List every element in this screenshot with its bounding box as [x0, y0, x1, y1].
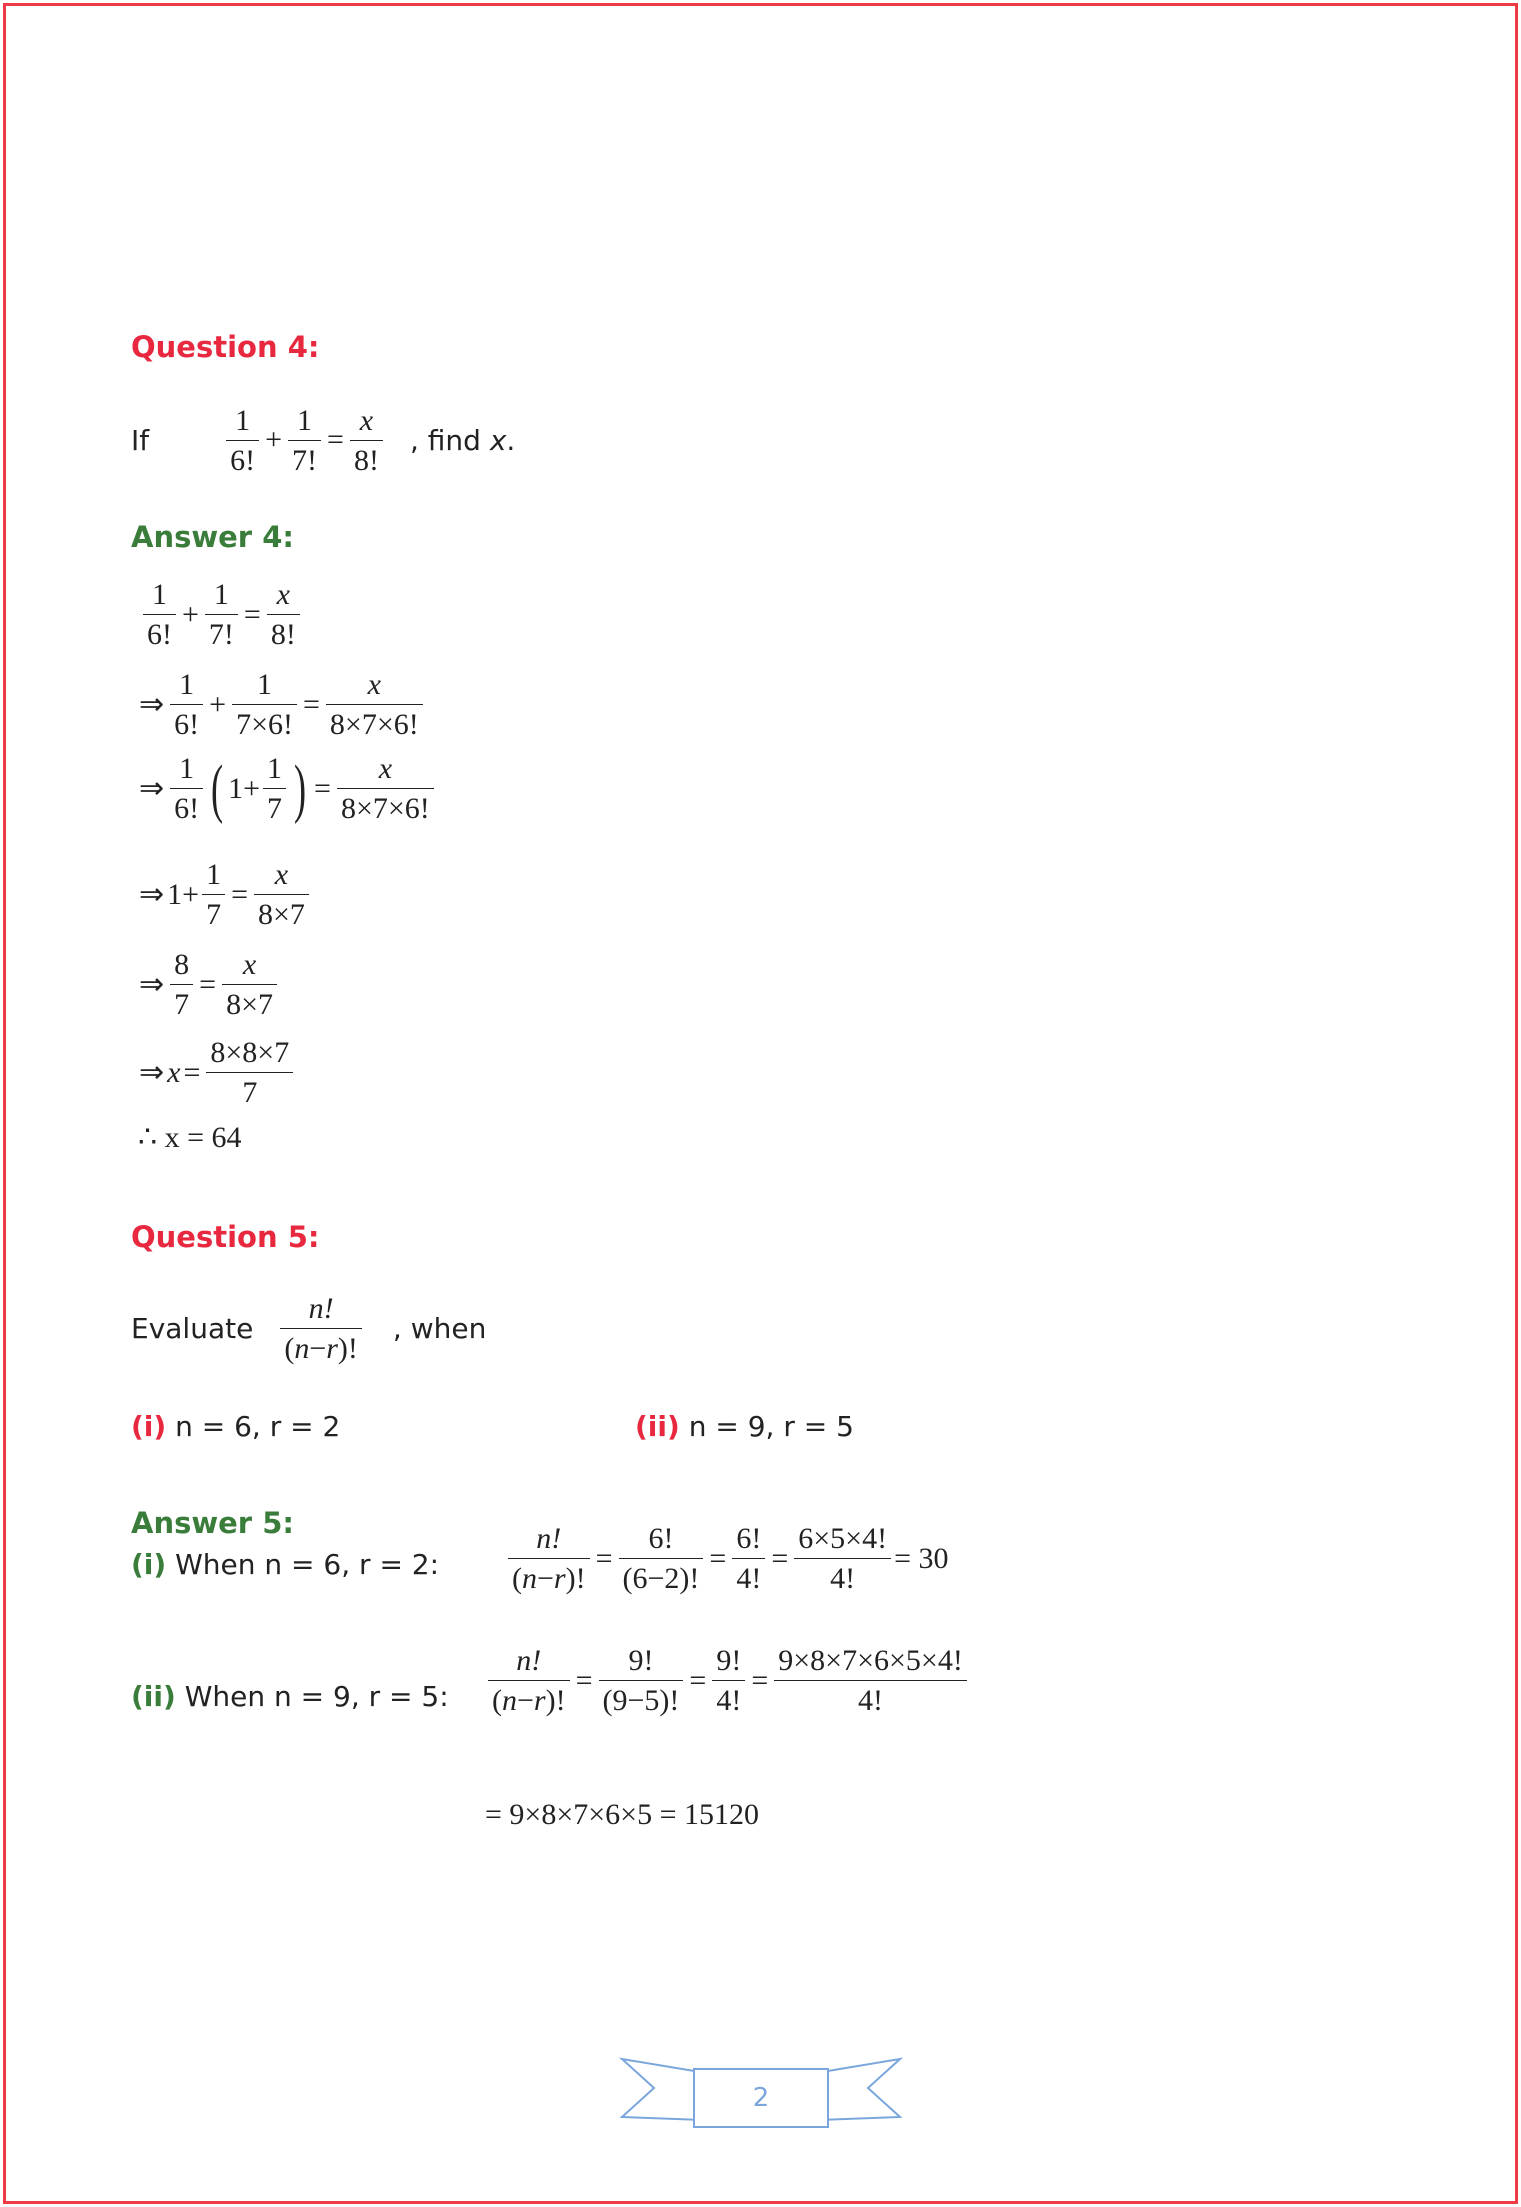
when-word: , when — [392, 1311, 487, 1345]
answer-5-part-i-equation: n! (n−r)! = 6! (6−2)! = 6! 4! = 6×5×4! 4! = 30 — [505, 1522, 949, 1595]
if-word: If — [131, 423, 150, 457]
part-i-text: n = 6, r = 2 — [175, 1410, 341, 1443]
answer-5-part-ii-final: = 9×8×7×6×5 = 15120 — [485, 1798, 760, 1831]
part-i-label: (i) — [131, 1410, 167, 1443]
page-number-ribbon — [618, 2055, 904, 2135]
question-4-statement — [131, 405, 515, 475]
answer-4-step-1: 1 6! + 1 7! = x 8! — [140, 578, 303, 651]
answer-i-result: = 30 — [894, 1541, 949, 1575]
find-text: , find — [409, 423, 481, 457]
answer-ii-label: (ii) — [131, 1680, 176, 1713]
answer-ii-condition: When n = 9, r = 5: — [184, 1680, 449, 1713]
question-5-heading: Question 5: — [131, 1220, 320, 1254]
page-number: 2 — [752, 2083, 770, 2113]
answer-5-part-i-text — [131, 1548, 439, 1581]
question-5-part-i — [131, 1410, 340, 1443]
question-4-equation: 1 6! + 1 7! = x 8! — [223, 404, 386, 477]
answer-i-condition: When n = 6, r = 2: — [175, 1548, 440, 1581]
find-variable: x — [489, 423, 507, 457]
part-ii-label: (ii) — [635, 1410, 680, 1443]
question-5-expression: n! (n−r)! — [277, 1292, 365, 1365]
question-5-statement — [131, 1283, 486, 1373]
answer-5-heading: Answer 5: — [131, 1506, 294, 1540]
question-5-part-ii — [635, 1410, 854, 1443]
answer-4-heading: Answer 4: — [131, 520, 294, 554]
part-ii-text: n = 9, r = 5 — [688, 1410, 854, 1443]
answer-4-conclusion: ∴ x = 64 — [138, 1121, 242, 1154]
evaluate-word: Evaluate — [131, 1311, 254, 1345]
answer-5-part-ii-text — [131, 1680, 449, 1713]
find-period: . — [506, 423, 516, 457]
answer-4-step-5: ⇒ 8 7 = x 8×7 — [136, 948, 280, 1021]
answer-4-step-4: ⇒ 1+ 1 7 = x 8×7 — [136, 858, 312, 931]
answer-5-part-ii-equation: n! (n−r)! = 9! (9−5)! = 9! 4! = 9×8×7×6×5×4! 4! — [485, 1644, 970, 1717]
answer-i-label: (i) — [131, 1548, 167, 1581]
question-4-heading: Question 4: — [131, 330, 320, 364]
answer-4-step-2: ⇒ 1 6! + 1 7×6! = x 8×7×6! — [136, 668, 426, 741]
answer-4-step-6: ⇒ x = 8×8×7 7 — [136, 1036, 296, 1109]
answer-4-step-3: ⇒ 1 6! ( 1+ 1 7 ) = x 8×7×6! — [136, 752, 437, 825]
